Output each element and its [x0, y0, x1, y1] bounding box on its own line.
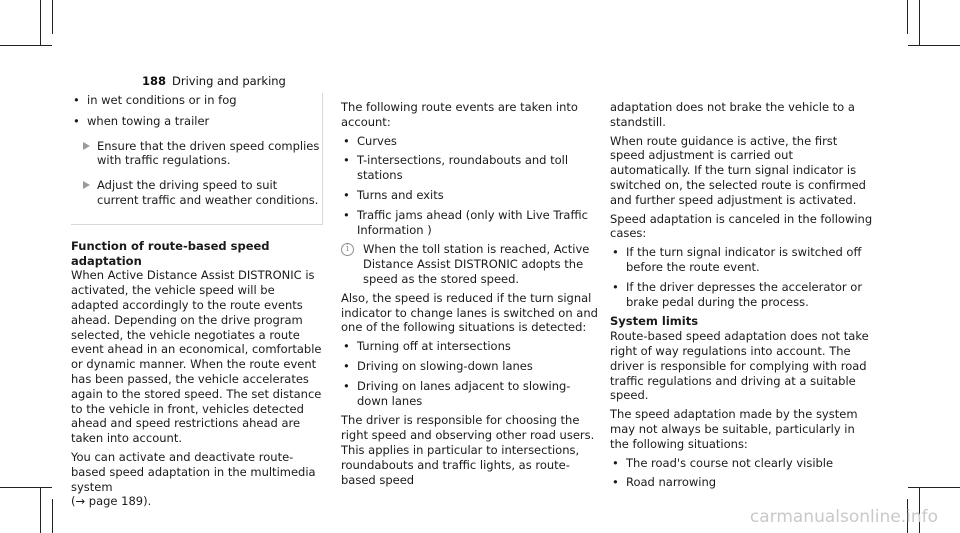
list-item: • Driving on lanes adjacent to slowing-down lanes	[341, 379, 599, 409]
crop-mark	[0, 45, 52, 46]
paragraph: When route guidance is active, the first speed adjustment is carried out automatically. If the turn signal indicator is switched on, the selected route is confirmed and further speed adjustment is activated.	[610, 133, 866, 207]
paragraph: When Active Distance Assist DISTRONIC is activated, the vehicle speed will be adapted accordingly to the route events ahead. Depending on the drive program selected, the vehicle negotiates a route event ahead in an economical, comfortable or dynamic manner. When the route event has been passed, the vehicle accelerates again to the stored speed. The set distance to the vehicle in front, vehicles detected ahead and speed restrictions ahead are taken into account.	[71, 268, 322, 446]
list-item: • Turning off at intersections	[341, 339, 599, 354]
list-item: • Driving on slowing-down lanes	[341, 359, 599, 374]
crop-mark	[919, 0, 920, 46]
column-2	[341, 100, 599, 491]
list-item: • in wet conditions or in fog	[71, 93, 322, 108]
note-box	[71, 93, 323, 225]
crop-mark	[40, 0, 41, 46]
crop-mark	[0, 487, 52, 488]
action-step	[71, 178, 322, 208]
list-item: • T-intersections, roundabouts and toll stations	[341, 153, 599, 183]
paragraph: adaptation does not brake the vehicle to a standstill.	[610, 100, 855, 129]
action-step	[71, 139, 322, 169]
section-heading: Function of route-based speed adaptation	[71, 238, 270, 268]
crop-mark	[52, 499, 53, 533]
action-steps	[71, 139, 322, 208]
situations-list	[341, 339, 599, 408]
crop-mark	[40, 487, 41, 533]
arrow-right-icon	[83, 181, 90, 189]
column-1	[71, 93, 323, 513]
section-heading: System limits	[610, 314, 699, 329]
watermark: carmanualsonline.info	[749, 507, 938, 527]
page-header	[142, 74, 286, 88]
section-title: Driving and parking	[172, 74, 286, 88]
step-text: Adjust the driving speed to suit current traffic and weather conditions.	[97, 178, 319, 207]
crop-mark	[908, 487, 960, 488]
list-item: • If the turn signal indicator is switched off before the route event.	[610, 245, 875, 275]
conditions-list	[71, 93, 322, 129]
list-item: • Turns and exits	[341, 188, 599, 203]
step-text: Ensure that the driven speed complies with traffic regulations.	[97, 138, 320, 168]
route-events-list	[341, 134, 599, 238]
paragraph-text: You can activate and deactivate route-based speed adaptation in the multimedia system	[71, 449, 316, 494]
list-item: • Road narrowing	[610, 475, 875, 490]
crop-mark	[52, 0, 53, 34]
list-item: • Curves	[341, 134, 599, 149]
info-note	[341, 242, 599, 286]
crop-mark	[908, 45, 960, 46]
paragraph	[71, 450, 323, 509]
paragraph: Speed adaptation is canceled in the following cases:	[610, 211, 873, 241]
list-item: • The road's course not clearly visible	[610, 456, 875, 471]
list-item: • Traffic jams ahead (only with Live Traffic Information )	[341, 208, 599, 238]
paragraph: The following route events are taken into account:	[341, 100, 578, 129]
paragraph: The driver is responsible for choosing the right speed and observing other road users. This applies in particular to intersections, roundabouts and traffic lights, as route-based speed	[341, 413, 595, 487]
paragraph: Also, the speed is reduced if the turn signal indicator to change lanes is switched on and one of the following situations is detected:	[341, 290, 598, 335]
list-item: • when towing a trailer	[71, 114, 322, 129]
arrow-right-icon	[83, 142, 90, 150]
page-reference-link[interactable]: (→ page 189).	[71, 494, 152, 509]
column-3	[610, 100, 875, 495]
limits-list	[610, 456, 875, 491]
info-icon: i	[341, 243, 354, 256]
paragraph: The speed adaptation made by the system may not always be suitable, particularly in the following situations:	[610, 407, 858, 451]
paragraph: Route-based speed adaptation does not take right of way regulations into account. The driver is responsible for complying with road traffic regulations and driving at a suitable speed.	[610, 329, 869, 403]
list-item: • If the driver depresses the accelerator or brake pedal during the process.	[610, 280, 875, 310]
info-text: When the toll station is reached, Active Distance Assist DISTRONIC adopts the speed as the stored speed.	[363, 242, 590, 286]
page-number: 188	[142, 74, 167, 88]
cancel-cases-list	[610, 245, 875, 309]
crop-mark	[907, 0, 908, 34]
